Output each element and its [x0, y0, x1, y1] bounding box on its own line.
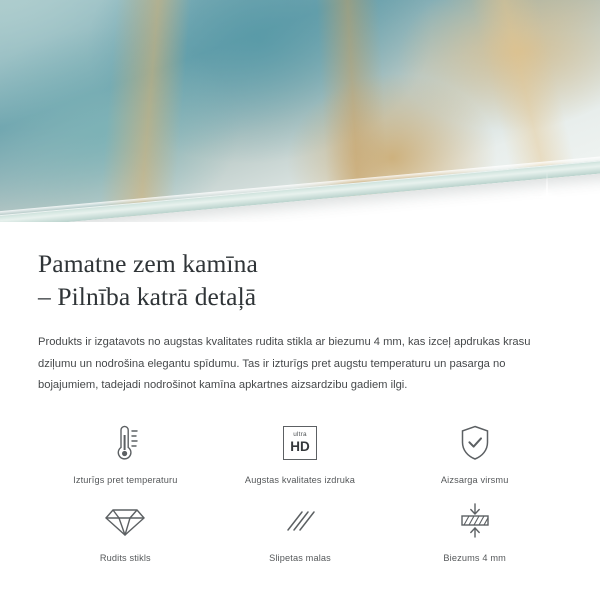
content-area [0, 248, 600, 563]
sparkle-medium-icon [560, 196, 590, 222]
sparkle-small-icon [492, 200, 512, 220]
feature-item-thickness [387, 499, 562, 563]
feature-item-protection [387, 421, 562, 485]
feature-label: Slipetas malas [269, 552, 331, 563]
thermometer-icon [105, 421, 145, 465]
glass-panel [0, 0, 600, 222]
feature-label: Izturīgs pret temperaturu [73, 474, 178, 485]
ultra-hd-badge-bottom: HD [290, 438, 310, 454]
feature-item-temperature [38, 421, 213, 485]
feature-label: Aizsarga virsmu [440, 474, 509, 485]
page-title-line-1: Pamatne zem kamīna [38, 249, 258, 278]
feature-item-tempered-glass [38, 499, 213, 563]
page-title-line-2: – Pilnība katrā detaļā [38, 281, 257, 311]
polished-edges-icon [279, 499, 321, 543]
hero-image [0, 0, 600, 222]
shield-check-icon [456, 421, 494, 465]
feature-label: Biezums 4 mm [443, 552, 506, 563]
page-title [38, 248, 562, 313]
description-paragraph: Produkts ir izgatavots no augstas kvalitates rudita stikla ar biezumu 4 mm, kas izceļ apdrukas krasu dziļumu un nodrošina elegantu spīdumu. Tas ir izturīgs pret augstu temperaturu un pasarga no bojajumiem, tadejadi nodrošinot kamīna apkartnes aizsardzibu gadiem ilgi. [38, 336, 531, 392]
feature-item-polished-edges [213, 499, 388, 563]
diamond-icon [104, 499, 146, 543]
ultra-hd-icon [283, 421, 317, 465]
feature-item-ultra-hd [213, 421, 388, 485]
feature-label: Rudits stikls [99, 552, 151, 563]
feature-grid [38, 421, 562, 563]
feature-label: Augstas kvalitates izdruka [244, 474, 356, 485]
ultra-hd-badge-top: ultra [293, 431, 307, 439]
thickness-icon [454, 499, 496, 543]
